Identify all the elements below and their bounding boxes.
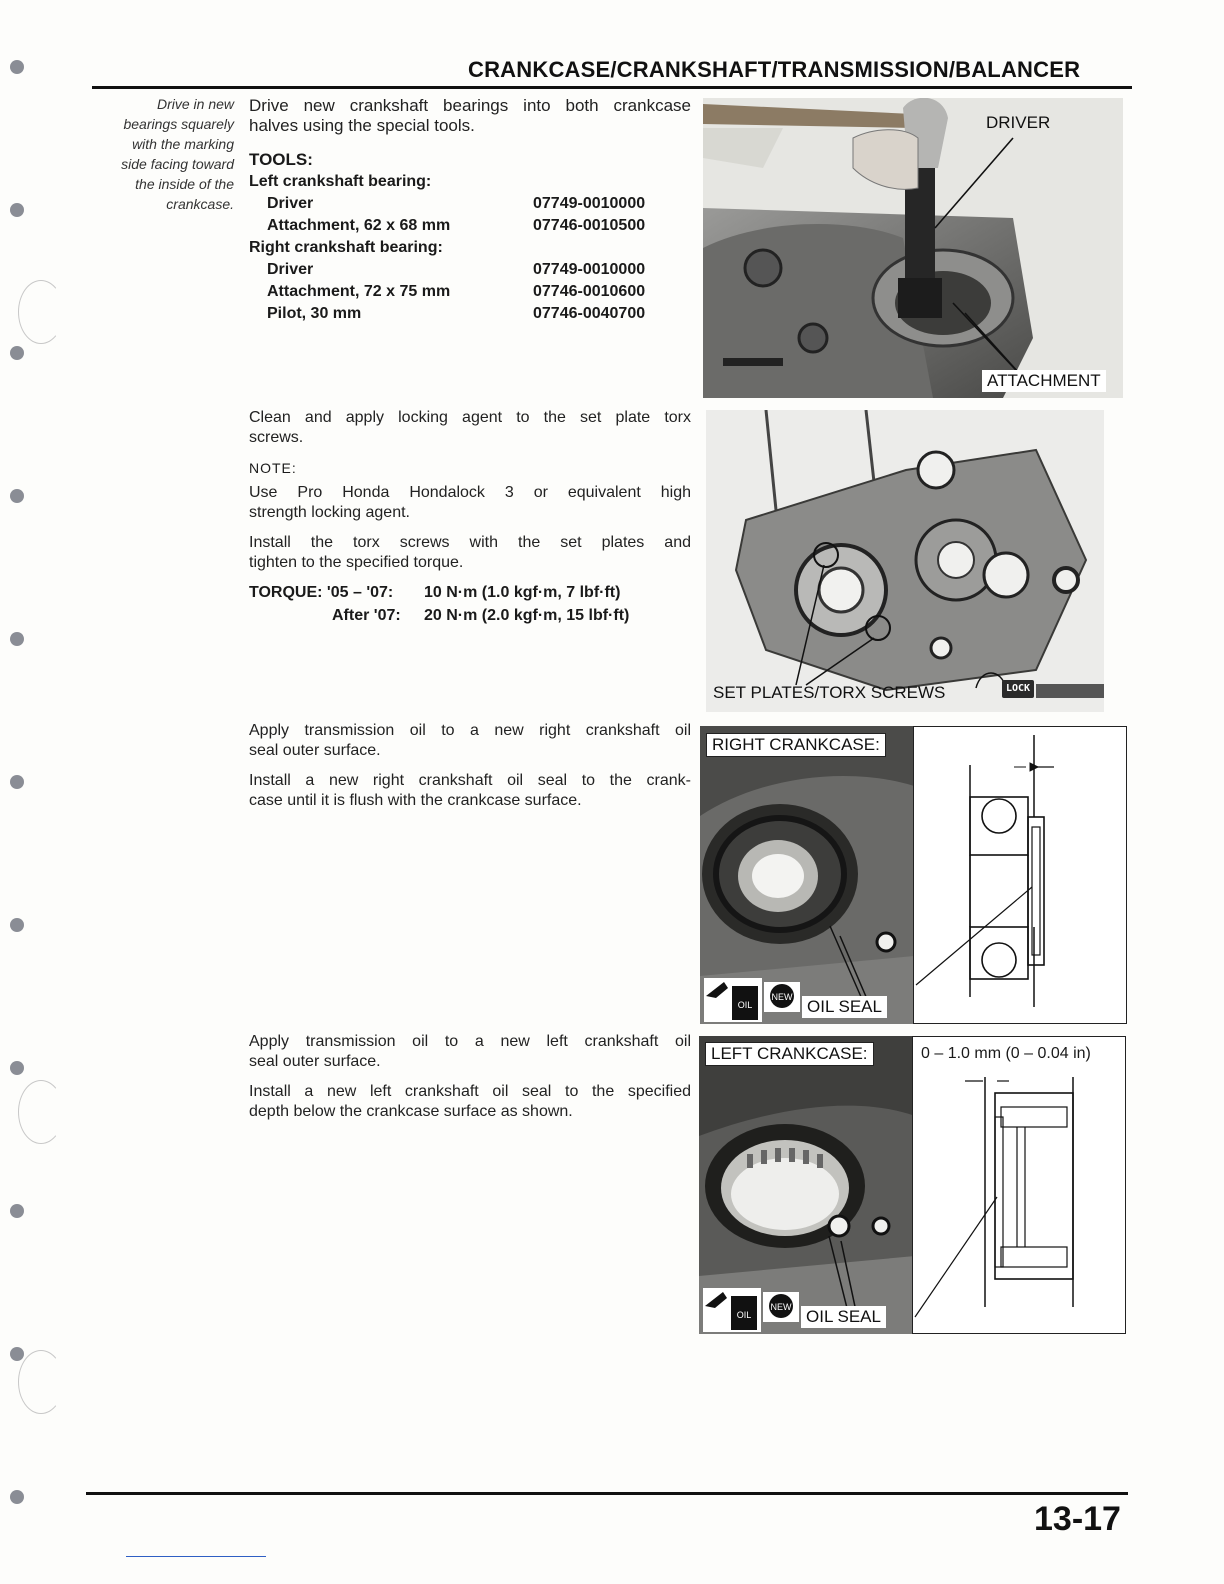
binder-hole: [10, 489, 24, 503]
driver-label: DRIVER: [986, 113, 1051, 132]
right-crankcase-photo: [700, 726, 914, 1024]
binder-ring: [18, 1350, 64, 1414]
link-underline: [126, 1556, 266, 1557]
text-line: Apply transmission oil to a new right crankshaft oil: [249, 722, 691, 739]
right-seal-oil-paragraph: [249, 721, 691, 761]
text-line: seal outer surface.: [249, 742, 381, 759]
left-crankcase-diagram: [912, 1036, 1126, 1334]
binder-hole: [10, 1347, 24, 1361]
install-torx-paragraph: [249, 533, 691, 573]
oil-icon-text: OIL: [736, 1310, 752, 1320]
text-line: Install the torx screws with the set plates and: [249, 534, 691, 551]
text-line: Clean and apply locking agent to the set plate torx: [249, 409, 691, 426]
side-note-line: side facing toward: [121, 156, 234, 172]
new-badge-text: NEW: [771, 992, 793, 1002]
lock-icon: [1002, 680, 1034, 698]
page-title: CRANKCASE/CRANKSHAFT/TRANSMISSION/BALANCER: [468, 57, 1081, 82]
oil-icon: [704, 978, 762, 1022]
text-line: Install a new right crankshaft oil seal to the crank-: [249, 772, 691, 789]
tool-number: 07749-0010000: [533, 261, 646, 278]
tool-group-label: Left crankshaft bearing:: [249, 173, 432, 190]
left-crankcase-photo: [699, 1036, 915, 1334]
right-oil-seal-label: OIL SEAL: [802, 996, 887, 1018]
text-line: Apply transmission oil to a new left crankshaft oil: [249, 1033, 691, 1050]
text-line: strength locking agent.: [249, 504, 410, 521]
binder-hole: [10, 346, 24, 360]
bearing-intro: [249, 96, 691, 136]
binder-hole: [10, 1204, 24, 1218]
oil-icon: [703, 1288, 761, 1332]
text-line: tighten to the specified torque.: [249, 554, 464, 571]
text-line: seal outer surface.: [249, 1053, 381, 1070]
footer-rule: [86, 1492, 1128, 1495]
side-note-line: crankcase.: [166, 196, 234, 212]
tool-number: 07746-0010600: [533, 283, 646, 300]
right-seal-install-paragraph: [249, 771, 691, 811]
right-crankcase-title: RIGHT CRANKCASE:: [706, 733, 886, 757]
lock-badge-text: LOCK: [1005, 683, 1031, 694]
note-text: [249, 483, 691, 523]
left-crankcase-title: LEFT CRANKCASE:: [705, 1042, 874, 1066]
text-line: case until it is flush with the crankcase surface.: [249, 792, 582, 809]
text-line: screws.: [249, 429, 304, 446]
left-seal-install-paragraph: [249, 1082, 691, 1122]
binder-hole: [10, 60, 24, 74]
attachment-label: ATTACHMENT: [982, 370, 1106, 392]
left-seal-diagram-art: [913, 1037, 1125, 1333]
binder-hole: [10, 632, 24, 646]
note-label: NOTE:: [249, 460, 297, 476]
set-plates-photo-art: [706, 410, 1104, 712]
text-line: Use Pro Honda Hondalock 3 or equivalent high: [249, 484, 691, 501]
driver-photo: [703, 98, 1123, 398]
driver-photo-art: [703, 98, 1123, 398]
side-note-line: with the marking: [132, 136, 234, 152]
set-plates-photo: [706, 410, 1104, 712]
tool-group-label: Right crankshaft bearing:: [249, 239, 443, 256]
side-note-line: Drive in new: [156, 96, 234, 112]
new-badge-text: NEW: [770, 1302, 792, 1312]
text-line: halves using the special tools.: [249, 116, 475, 135]
locking-agent-paragraph: [249, 408, 691, 448]
new-part-icon: [764, 982, 800, 1012]
binder-ring: [18, 280, 64, 344]
side-note: [98, 94, 234, 214]
tool-label: Pilot, 30 mm: [267, 305, 362, 322]
binder-hole: [10, 1490, 24, 1504]
oil-icon-text: OIL: [737, 1000, 753, 1010]
depth-spec-label: 0 – 1.0 mm (0 – 0.04 in): [921, 1045, 1091, 1062]
right-seal-diagram-art: [914, 727, 1126, 1023]
tool-label: Attachment, 62 x 68 mm: [267, 217, 451, 234]
text-line: Drive new crankshaft bearings into both crankcase: [249, 96, 691, 115]
torque-after-label: After '07:: [332, 607, 401, 624]
left-oil-seal-label: OIL SEAL: [801, 1306, 886, 1328]
binder-hole: [10, 918, 24, 932]
binder-hole: [10, 775, 24, 789]
tool-number: 07746-0040700: [533, 305, 646, 322]
tool-number: 07749-0010000: [533, 195, 646, 212]
binder-hole: [10, 203, 24, 217]
binder-ring: [18, 1080, 64, 1144]
tools-title: TOOLS:: [249, 150, 313, 169]
tool-label: Driver: [267, 195, 314, 212]
side-note-line: bearings squarely: [123, 116, 234, 132]
left-seal-oil-paragraph: [249, 1032, 691, 1072]
new-part-icon: [763, 1292, 799, 1322]
side-note-line: the inside of the: [135, 176, 234, 192]
text-line: depth below the crankcase surface as shown.: [249, 1103, 573, 1120]
tool-label: Driver: [267, 261, 314, 278]
set-plates-label: SET PLATES/TORX SCREWS: [713, 683, 946, 702]
torque-label: TORQUE: '05 – '07:: [249, 584, 394, 601]
text-line: Install a new left crankshaft oil seal to the specified: [249, 1083, 691, 1100]
torque-value: 20 N·m (2.0 kgf·m, 15 lbf·ft): [424, 607, 630, 624]
tool-label: Attachment, 72 x 75 mm: [267, 283, 451, 300]
tool-number: 07746-0010500: [533, 217, 646, 234]
header-rule: [92, 86, 1132, 89]
torque-value: 10 N·m (1.0 kgf·m, 7 lbf·ft): [424, 584, 621, 601]
right-crankcase-diagram: [913, 726, 1127, 1024]
page-number: 13-17: [1034, 1500, 1121, 1538]
binder-hole: [10, 1061, 24, 1075]
